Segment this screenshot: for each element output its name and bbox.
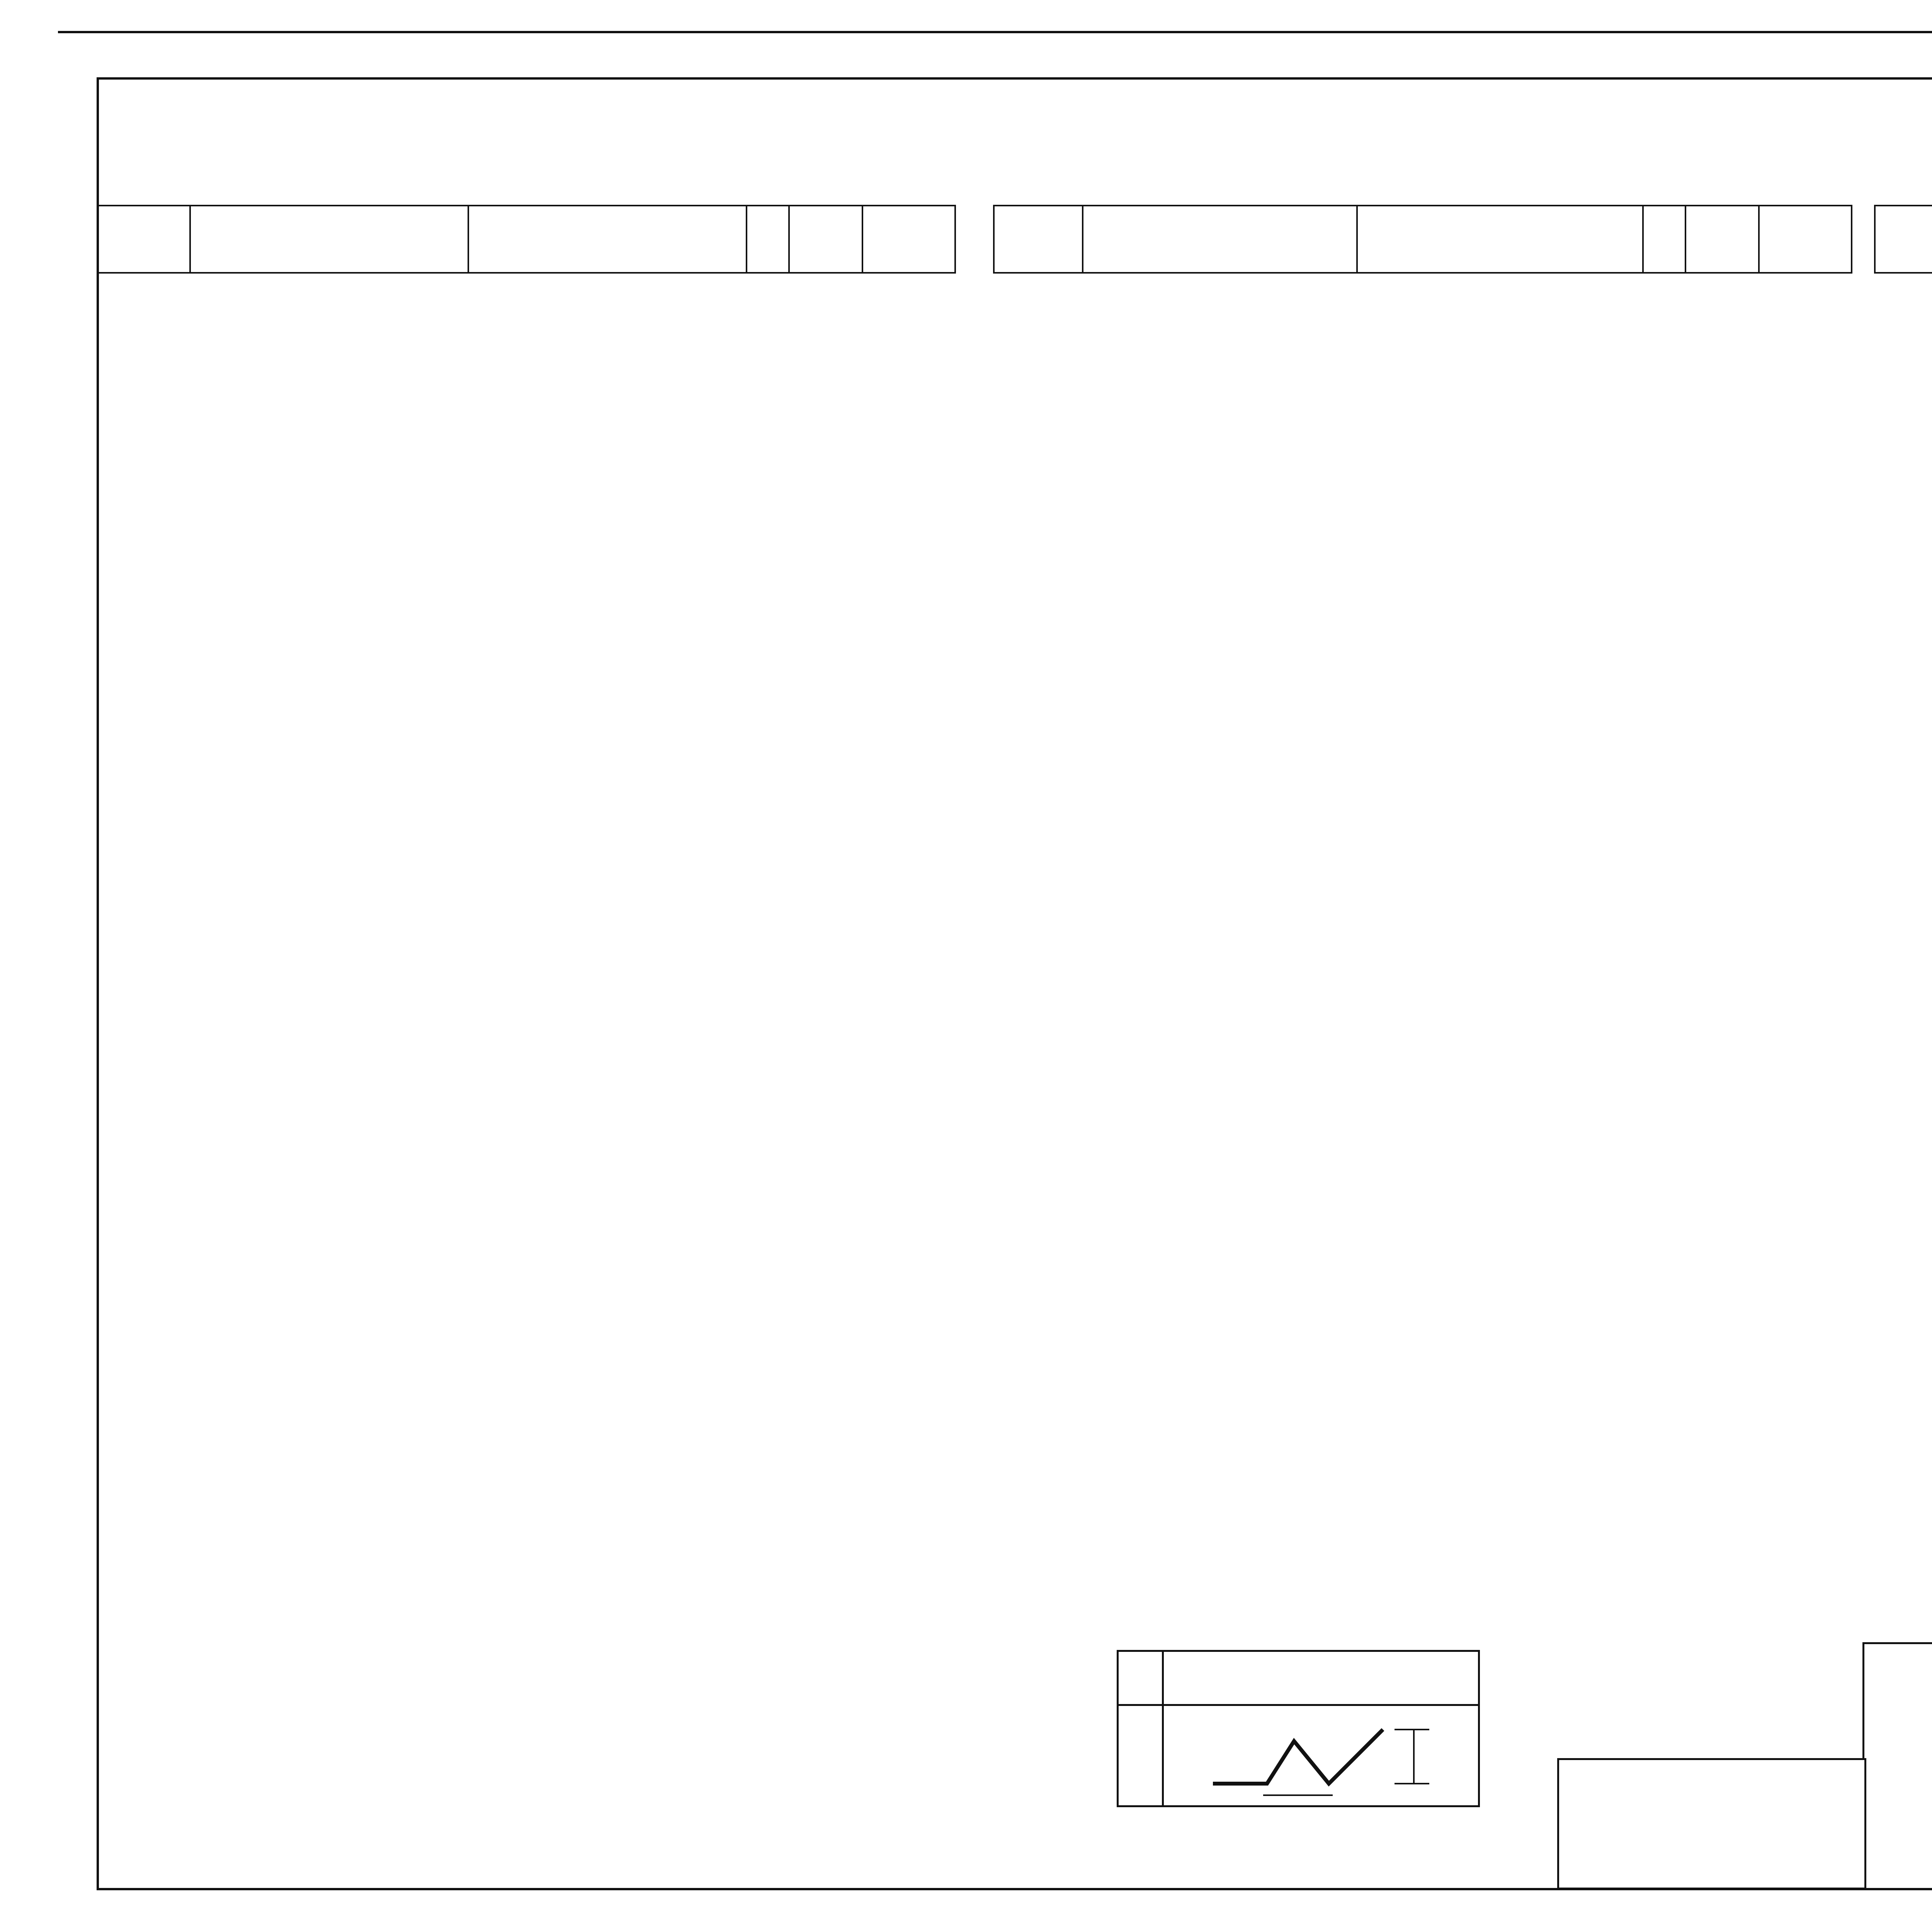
- header-mark: [97, 206, 190, 273]
- header-name: [468, 206, 747, 273]
- details-col-sketch: [1163, 1651, 1479, 1705]
- header-note: [1759, 206, 1852, 273]
- details-sketch: [1163, 1705, 1479, 1806]
- details-table: [1117, 1650, 1480, 1807]
- header-designation: [1083, 206, 1357, 273]
- details-col-pos: [1118, 1651, 1163, 1705]
- header-mass: [1685, 206, 1759, 273]
- header-name: [1357, 206, 1643, 273]
- title-block-grid: [1864, 1644, 1932, 1760]
- header-qty: [747, 206, 789, 273]
- header-qty: [1643, 206, 1685, 273]
- top-border-line: [58, 31, 1932, 33]
- header-mark: [994, 206, 1083, 273]
- spec-table-2: [993, 205, 1852, 274]
- drawing-frame: [97, 77, 1932, 1890]
- signature-table: [1862, 1758, 1932, 1886]
- header-designation: [190, 206, 468, 273]
- header-note: [862, 206, 955, 273]
- header-mark: [1875, 206, 1932, 273]
- tied-block: [1557, 1758, 1866, 1889]
- details-pos: [1118, 1705, 1163, 1806]
- spec-table-1: [97, 205, 956, 274]
- title-block-upper: [1862, 1642, 1932, 1760]
- header-mass: [789, 206, 862, 273]
- bent-strip-sketch: [1167, 1706, 1476, 1799]
- spec-table-3: [1874, 205, 1932, 274]
